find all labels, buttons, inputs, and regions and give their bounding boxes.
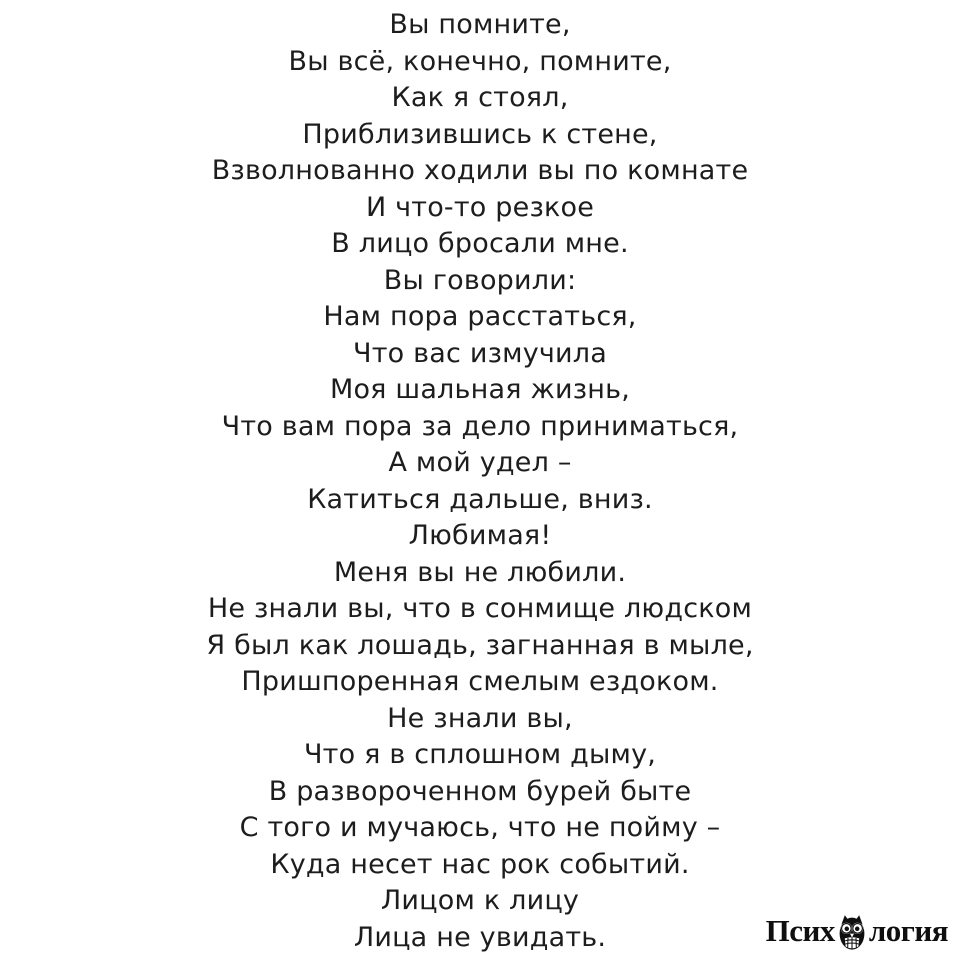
poem-line: Пришпоренная смелым ездоком.	[241, 666, 719, 697]
poem-line: Лицом к лицу	[380, 885, 580, 916]
owl-icon	[836, 912, 868, 952]
poem-line: Меня вы не любили.	[333, 556, 627, 588]
watermark-text-before: Псих	[765, 912, 835, 948]
poem-line: Нам пора расстаться,	[323, 301, 637, 332]
poem-line: Вы помните,	[389, 9, 571, 40]
poem-line: Катиться дальше, вниз.	[307, 483, 653, 515]
poem-line: Лица не увидать.	[353, 921, 607, 953]
watermark-logo	[766, 910, 948, 950]
poem-line: Взволнованно ходили вы по комнате	[211, 155, 749, 186]
poem-line: И что-то резкое	[365, 191, 595, 223]
poem-line: Не знали вы,	[387, 702, 573, 734]
poem-line: Как я стоял,	[391, 82, 569, 113]
poem-line: Вы всё, конечно, помните,	[288, 45, 672, 77]
poem-line: А мой удел –	[388, 447, 572, 478]
poem-line: Я был как лошадь, загнанная в мыле,	[206, 629, 754, 661]
poem-line: Любимая!	[408, 520, 552, 551]
poem-line: Что вам пора за дело приниматься,	[221, 410, 739, 442]
poem-line: С того и мучаюсь, что не пойму –	[239, 812, 721, 843]
poem-line: Приблизившись к стене,	[302, 118, 658, 150]
watermark-text-after: логия	[868, 912, 948, 948]
poem-line: Что вас измучила	[353, 337, 607, 369]
poem-line: Что я в сплошном дыму,	[303, 739, 657, 770]
poem-line: В лицо бросали мне.	[331, 228, 629, 259]
poem-line: Вы говорили:	[383, 264, 577, 296]
poem-line: В развороченном бурей быте	[268, 775, 692, 807]
poem-line: Моя шальная жизнь,	[329, 374, 631, 405]
poem-line: Не знали вы, что в сонмище людском	[207, 593, 753, 624]
poem-line: Куда несет нас рок событий.	[270, 848, 690, 880]
